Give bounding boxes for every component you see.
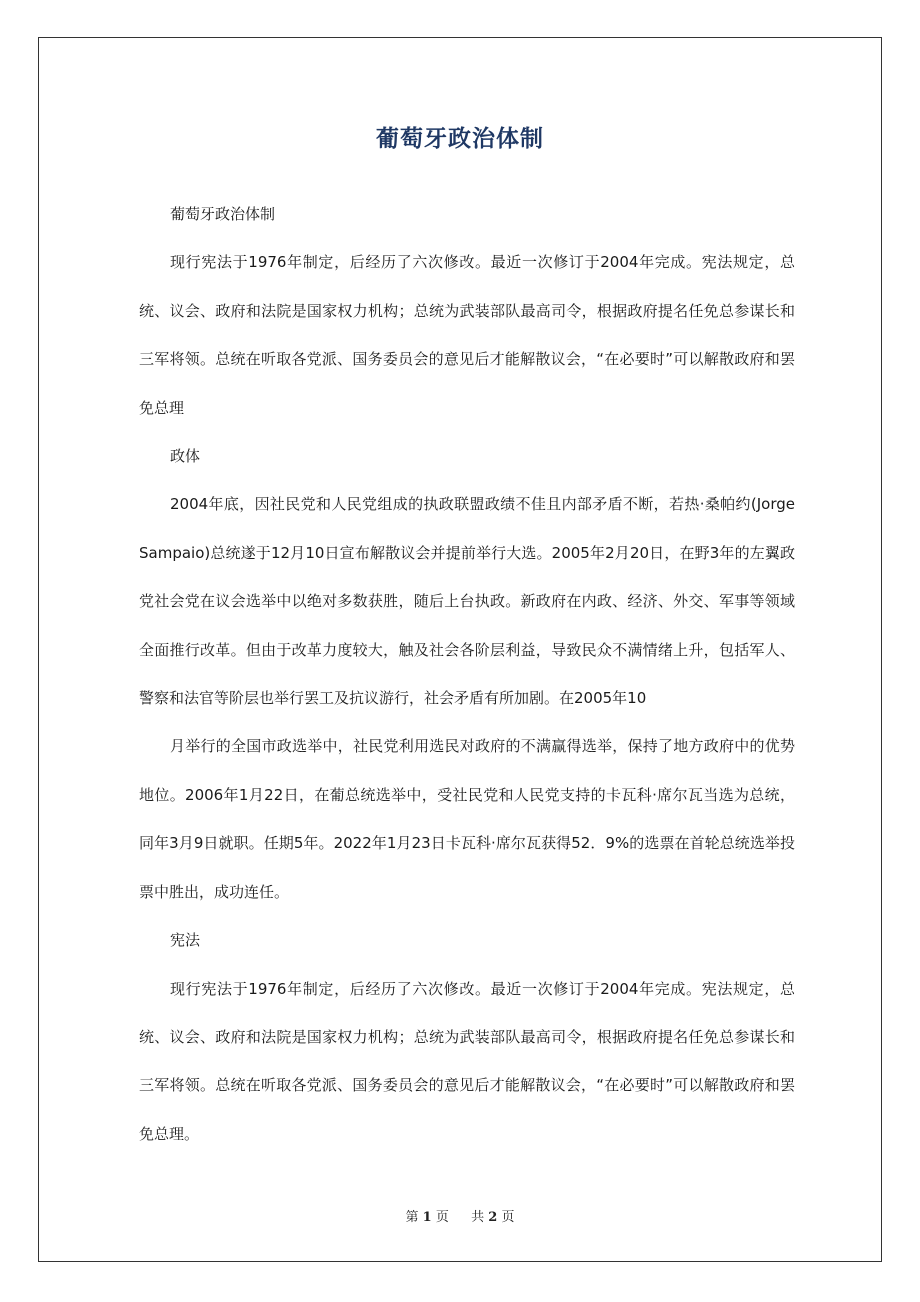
page-current: 1 (422, 1210, 432, 1225)
page-footer (38, 1206, 882, 1225)
page-total: 2 (488, 1210, 498, 1225)
paragraph-heading-intro: 葡萄牙政治体制 (170, 205, 276, 223)
total-prefix: 共 (471, 1210, 485, 1225)
paragraph-constitution-detail: 现行宪法于1976年制定，后经历了六次修改。最近一次修订于2004年完成。宪法规定，总统、议会、政府和法院是国家权力机构；总统为武装部队最高司令，根据政府提名任免总参谋长和三军将领。总统在听取各党派、国务委员会的意见后才能解散议会，“在必要时”可以解散政府和罢免总理。 (139, 979, 795, 1143)
paragraph-constitution-summary: 现行宪法于1976年制定，后经历了六次修改。最近一次修订于2004年完成。宪法规定，总统、议会、政府和法院是国家权力机构；总统为武装部队最高司令，根据政府提名任免总参谋长和三军将领。总统在听取各党派、国务委员会的意见后才能解散议会，“在必要时”可以解散政府和罢免总理 (139, 253, 795, 417)
total-suffix: 页 (501, 1210, 515, 1225)
paragraph-heading-constitution: 宪法 (170, 931, 201, 950)
page-suffix: 页 (435, 1210, 449, 1225)
document-body (139, 190, 795, 1158)
paragraph-heading-polity: 政体 (170, 447, 201, 466)
paragraph-elections-2006: 月举行的全国市政选举中，社民党利用选民对政府的不满赢得选举，保持了地方政府中的优势地位。2006年1月22日，在葡总统选举中，受社民党和人民党支持的卡瓦科·席尔瓦当选为总统，同年3月9日就职。任期5年。2022年1月23日卡瓦科·席尔瓦获得52．9%的选票在首轮总统选举投票中胜出，成功连任。 (139, 737, 795, 901)
paragraph-politics-2004: 2004年底，因社民党和人民党组成的执政联盟政绩不佳且内部矛盾不断，若热·桑帕约(Jorge Sampaio)总统遂于12月10日宣布解散议会并提前举行大选。2005年2月20日，在野3年的左翼政党社会党在议会选举中以绝对多数获胜，随后上台执政。新政府在内政、经济、外交、军事等领域全面推行改革。但由于改革力度较大，触及社会各阶层利益，导致民众不满情绪上升，包括军人、警察和法官等阶层也举行罢工及抗议游行，社会矛盾有所加剧。在2005年10 (139, 495, 795, 708)
page-prefix: 第 (405, 1210, 419, 1225)
document-title: 葡萄牙政治体制 (376, 126, 544, 152)
